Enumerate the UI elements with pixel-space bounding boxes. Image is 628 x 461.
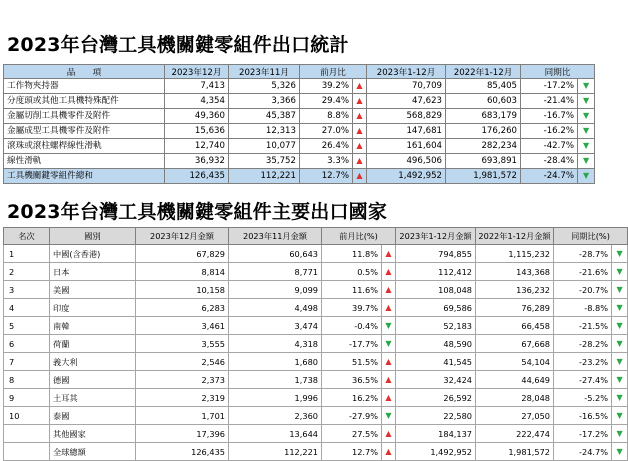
ytd2022-value: 1,981,572 — [446, 169, 521, 184]
rank-value: 10 — [4, 407, 50, 425]
country-name: 義大利 — [50, 353, 136, 371]
ytd2022-value: 44,649 — [476, 371, 554, 389]
header-ytd2023: 2023年1-12月金額 — [396, 228, 476, 245]
header-nov2023: 2023年11月金額 — [229, 228, 322, 245]
ytd2022-value: 176,260 — [446, 124, 521, 139]
dec-value: 12,740 — [165, 139, 229, 154]
ytd2022-value: 67,668 — [476, 335, 554, 353]
mom-arrow-cell — [382, 425, 396, 443]
mom-arrow-cell — [382, 443, 396, 461]
mom-arrow-cell — [353, 124, 367, 139]
arrow-up-icon: ▲ — [385, 447, 392, 456]
nov-value: 112,221 — [229, 169, 300, 184]
mom-arrow-cell — [382, 245, 396, 263]
mom-value: 11.6% — [322, 281, 382, 299]
mom-arrow-cell — [382, 299, 396, 317]
arrow-up-icon: ▲ — [385, 285, 392, 294]
nov-value: 45,387 — [229, 109, 300, 124]
arrow-down-icon: ▼ — [616, 285, 623, 294]
arrow-down-icon: ▼ — [582, 171, 590, 180]
header-nov2023: 2023年11月 — [229, 65, 300, 79]
ytd2023-value: 496,506 — [367, 154, 446, 169]
mom-value: 16.2% — [322, 389, 382, 407]
mom-arrow-cell — [382, 389, 396, 407]
table-row — [4, 353, 628, 371]
ytd2023-value: 41,545 — [396, 353, 476, 371]
yoy-value: -16.2% — [521, 124, 578, 139]
ytd2023-value: 70,709 — [367, 79, 446, 94]
dec-value: 126,435 — [136, 443, 229, 461]
table-row — [4, 94, 595, 109]
mom-value: 26.4% — [300, 139, 353, 154]
nov-value: 10,077 — [229, 139, 300, 154]
rank-value — [4, 443, 50, 461]
ytd2022-value: 85,405 — [446, 79, 521, 94]
arrow-down-icon: ▼ — [616, 429, 623, 438]
mom-value: 51.5% — [322, 353, 382, 371]
ytd2023-value: 48,590 — [396, 335, 476, 353]
yoy-value: -17.2% — [554, 425, 612, 443]
rank-value: 5 — [4, 317, 50, 335]
yoy-arrow-cell — [612, 245, 628, 263]
country-name: 泰國 — [50, 407, 136, 425]
arrow-down-icon: ▼ — [616, 375, 623, 384]
arrow-up-icon: ▲ — [385, 375, 392, 384]
header-yoy: 同期比 — [521, 65, 595, 79]
dec-value: 8,814 — [136, 263, 229, 281]
item-name: 工作物夾持器 — [4, 79, 165, 94]
header-rank: 名次 — [4, 228, 50, 245]
arrow-down-icon: ▼ — [582, 141, 590, 150]
table-row — [4, 109, 595, 124]
mom-arrow-cell — [353, 109, 367, 124]
yoy-value: -28.7% — [554, 245, 612, 263]
country-name: 日本 — [50, 263, 136, 281]
arrow-down-icon: ▼ — [616, 357, 623, 366]
dec-value: 2,546 — [136, 353, 229, 371]
mom-arrow-cell — [382, 281, 396, 299]
arrow-down-icon: ▼ — [582, 156, 590, 165]
header-mom: 前月比(%) — [322, 228, 396, 245]
mom-value: 11.8% — [322, 245, 382, 263]
yoy-value: -27.4% — [554, 371, 612, 389]
ytd2023-value: 108,048 — [396, 281, 476, 299]
yoy-value: -42.7% — [521, 139, 578, 154]
arrow-down-icon: ▼ — [616, 339, 623, 348]
ytd2022-value: 54,104 — [476, 353, 554, 371]
ytd2023-value: 184,137 — [396, 425, 476, 443]
dec-value: 49,360 — [165, 109, 229, 124]
dec-value: 126,435 — [165, 169, 229, 184]
mom-value: 12.7% — [322, 443, 382, 461]
mom-arrow-cell — [382, 353, 396, 371]
table-row — [4, 79, 595, 94]
table-row — [4, 317, 628, 335]
table-row — [4, 245, 628, 263]
mom-value: -27.9% — [322, 407, 382, 425]
arrow-down-icon: ▼ — [385, 321, 392, 330]
table-row — [4, 425, 628, 443]
yoy-value: -16.5% — [554, 407, 612, 425]
country-name: 南韓 — [50, 317, 136, 335]
table-row — [4, 407, 628, 425]
item-name: 工具機關鍵零組件總和 — [4, 169, 165, 184]
mom-value: 36.5% — [322, 371, 382, 389]
table-total-row — [4, 169, 595, 184]
table2-title: 2023年台灣工具機關鍵零組件主要出口國家 — [7, 201, 388, 223]
dec-value: 4,354 — [165, 94, 229, 109]
table-row — [4, 299, 628, 317]
ytd2023-value: 32,424 — [396, 371, 476, 389]
ytd2022-value: 60,603 — [446, 94, 521, 109]
item-name: 滾珠或滾柱螺桿線性滑軌 — [4, 139, 165, 154]
arrow-down-icon: ▼ — [616, 249, 623, 258]
yoy-arrow-cell — [578, 79, 595, 94]
header-item: 品 項 — [4, 65, 165, 79]
yoy-arrow-cell — [578, 124, 595, 139]
arrow-down-icon: ▼ — [582, 111, 590, 120]
ytd2023-value: 147,681 — [367, 124, 446, 139]
nov-value: 4,498 — [229, 299, 322, 317]
country-name: 德國 — [50, 371, 136, 389]
rank-value — [4, 425, 50, 443]
ytd2022-value: 683,179 — [446, 109, 521, 124]
ytd2023-value: 794,855 — [396, 245, 476, 263]
mom-arrow-cell — [382, 263, 396, 281]
yoy-arrow-cell — [612, 353, 628, 371]
dec-value: 1,701 — [136, 407, 229, 425]
yoy-arrow-cell — [578, 94, 595, 109]
yoy-arrow-cell — [578, 139, 595, 154]
arrow-down-icon: ▼ — [616, 447, 623, 456]
yoy-arrow-cell — [612, 317, 628, 335]
yoy-value: -28.2% — [554, 335, 612, 353]
arrow-down-icon: ▼ — [385, 411, 392, 420]
yoy-arrow-cell — [612, 371, 628, 389]
country-name: 中國(含香港) — [50, 245, 136, 263]
header-dec2023: 2023年12月金額 — [136, 228, 229, 245]
arrow-down-icon: ▼ — [582, 96, 590, 105]
nov-value: 5,326 — [229, 79, 300, 94]
table-row — [4, 139, 595, 154]
arrow-down-icon: ▼ — [616, 393, 623, 402]
ytd2023-value: 1,492,952 — [367, 169, 446, 184]
yoy-arrow-cell — [612, 425, 628, 443]
yoy-value: -23.2% — [554, 353, 612, 371]
yoy-arrow-cell — [612, 281, 628, 299]
mom-value: -17.7% — [322, 335, 382, 353]
table2-header-row — [4, 228, 628, 245]
nov-value: 9,099 — [229, 281, 322, 299]
yoy-arrow-cell — [578, 154, 595, 169]
item-name: 線性滑軌 — [4, 154, 165, 169]
rank-value: 7 — [4, 353, 50, 371]
nov-value: 2,360 — [229, 407, 322, 425]
arrow-down-icon: ▼ — [582, 81, 590, 90]
rank-value: 4 — [4, 299, 50, 317]
country-name: 土耳其 — [50, 389, 136, 407]
dec-value: 15,636 — [165, 124, 229, 139]
yoy-arrow-cell — [612, 389, 628, 407]
table-row — [4, 263, 628, 281]
yoy-value: -16.7% — [521, 109, 578, 124]
yoy-arrow-cell — [578, 109, 595, 124]
table-row — [4, 154, 595, 169]
arrow-up-icon: ▲ — [385, 267, 392, 276]
mom-arrow-cell — [353, 79, 367, 94]
ytd2022-value: 27,050 — [476, 407, 554, 425]
arrow-up-icon: ▲ — [385, 393, 392, 402]
dec-value: 10,158 — [136, 281, 229, 299]
table1-title: 2023年台灣工具機關鍵零組件出口統計 — [7, 34, 349, 56]
ytd2022-value: 693,891 — [446, 154, 521, 169]
ytd2022-value: 1,981,572 — [476, 443, 554, 461]
arrow-up-icon: ▲ — [356, 171, 363, 180]
ytd2023-value: 52,183 — [396, 317, 476, 335]
header-ytd2023: 2023年1-12月 — [367, 65, 446, 79]
nov-value: 3,366 — [229, 94, 300, 109]
yoy-arrow-cell — [612, 335, 628, 353]
yoy-arrow-cell — [612, 299, 628, 317]
mom-value: 39.2% — [300, 79, 353, 94]
mom-arrow-cell — [382, 335, 396, 353]
yoy-value: -21.6% — [554, 263, 612, 281]
mom-value: 27.0% — [300, 124, 353, 139]
ytd2022-value: 222,474 — [476, 425, 554, 443]
dec-value: 17,396 — [136, 425, 229, 443]
yoy-arrow-cell — [612, 263, 628, 281]
nov-value: 13,644 — [229, 425, 322, 443]
ytd2022-value: 1,115,232 — [476, 245, 554, 263]
yoy-value: -24.7% — [554, 443, 612, 461]
dec-value: 67,829 — [136, 245, 229, 263]
yoy-arrow-cell — [578, 169, 595, 184]
ytd2022-value: 282,234 — [446, 139, 521, 154]
header-ytd2022: 2022年1-12月金額 — [476, 228, 554, 245]
nov-value: 1,738 — [229, 371, 322, 389]
yoy-value: -20.7% — [554, 281, 612, 299]
nov-value: 12,313 — [229, 124, 300, 139]
yoy-value: -28.4% — [521, 154, 578, 169]
nov-value: 8,771 — [229, 263, 322, 281]
ytd2023-value: 69,586 — [396, 299, 476, 317]
nov-value: 60,643 — [229, 245, 322, 263]
arrow-up-icon: ▲ — [356, 111, 363, 120]
ytd2022-value: 76,289 — [476, 299, 554, 317]
rank-value: 8 — [4, 371, 50, 389]
ytd2022-value: 143,368 — [476, 263, 554, 281]
arrow-down-icon: ▼ — [616, 303, 623, 312]
ytd2022-value: 66,458 — [476, 317, 554, 335]
dec-value: 36,932 — [165, 154, 229, 169]
ytd2023-value: 112,412 — [396, 263, 476, 281]
arrow-up-icon: ▲ — [356, 96, 363, 105]
table-row — [4, 281, 628, 299]
mom-value: -0.4% — [322, 317, 382, 335]
table-row — [4, 335, 628, 353]
mom-arrow-cell — [353, 154, 367, 169]
arrow-up-icon: ▲ — [385, 429, 392, 438]
mom-arrow-cell — [353, 169, 367, 184]
arrow-down-icon: ▼ — [582, 126, 590, 135]
mom-arrow-cell — [382, 317, 396, 335]
mom-value: 29.4% — [300, 94, 353, 109]
nov-value: 3,474 — [229, 317, 322, 335]
nov-value: 112,221 — [229, 443, 322, 461]
ytd2022-value: 136,232 — [476, 281, 554, 299]
country-name: 荷蘭 — [50, 335, 136, 353]
ytd2023-value: 26,592 — [396, 389, 476, 407]
table-row — [4, 389, 628, 407]
rank-value: 3 — [4, 281, 50, 299]
yoy-value: -21.4% — [521, 94, 578, 109]
arrow-down-icon: ▼ — [616, 411, 623, 420]
nov-value: 1,680 — [229, 353, 322, 371]
mom-arrow-cell — [353, 94, 367, 109]
arrow-down-icon: ▼ — [616, 267, 623, 276]
dec-value: 2,319 — [136, 389, 229, 407]
country-name: 其他國家 — [50, 425, 136, 443]
dec-value: 6,283 — [136, 299, 229, 317]
yoy-value: -24.7% — [521, 169, 578, 184]
table1-header-row — [4, 65, 595, 79]
table-row — [4, 371, 628, 389]
table-row — [4, 124, 595, 139]
yoy-value: -8.8% — [554, 299, 612, 317]
arrow-up-icon: ▲ — [385, 357, 392, 366]
arrow-up-icon: ▲ — [356, 141, 363, 150]
ytd2023-value: 1,492,952 — [396, 443, 476, 461]
mom-value: 3.3% — [300, 154, 353, 169]
yoy-value: -21.5% — [554, 317, 612, 335]
mom-value: 0.5% — [322, 263, 382, 281]
nov-value: 4,318 — [229, 335, 322, 353]
mom-value: 12.7% — [300, 169, 353, 184]
ytd2023-value: 22,580 — [396, 407, 476, 425]
yoy-arrow-cell — [612, 407, 628, 425]
mom-value: 8.8% — [300, 109, 353, 124]
header-country: 國別 — [50, 228, 136, 245]
arrow-up-icon: ▲ — [385, 303, 392, 312]
header-ytd2022: 2022年1-12月 — [446, 65, 521, 79]
yoy-arrow-cell — [612, 443, 628, 461]
yoy-value: -5.2% — [554, 389, 612, 407]
arrow-up-icon: ▲ — [385, 249, 392, 258]
arrow-up-icon: ▲ — [356, 126, 363, 135]
mom-value: 39.7% — [322, 299, 382, 317]
mom-arrow-cell — [382, 407, 396, 425]
item-name: 金屬成型工具機零件及附件 — [4, 124, 165, 139]
mom-value: 27.5% — [322, 425, 382, 443]
country-name: 美國 — [50, 281, 136, 299]
item-name: 分度頭或其他工具機特殊配件 — [4, 94, 165, 109]
country-name: 全球總額 — [50, 443, 136, 461]
header-dec2023: 2023年12月 — [165, 65, 229, 79]
nov-value: 35,752 — [229, 154, 300, 169]
ytd2023-value: 47,623 — [367, 94, 446, 109]
export-stats-table — [3, 64, 595, 184]
header-mom: 前月比 — [300, 65, 367, 79]
rank-value: 9 — [4, 389, 50, 407]
rank-value: 6 — [4, 335, 50, 353]
arrow-down-icon: ▼ — [616, 321, 623, 330]
header-yoy: 同期比(%) — [554, 228, 628, 245]
arrow-up-icon: ▲ — [356, 156, 363, 165]
mom-arrow-cell — [382, 371, 396, 389]
ytd2022-value: 28,048 — [476, 389, 554, 407]
dec-value: 2,373 — [136, 371, 229, 389]
arrow-down-icon: ▼ — [385, 339, 392, 348]
country-name: 印度 — [50, 299, 136, 317]
mom-arrow-cell — [353, 139, 367, 154]
dec-value: 7,413 — [165, 79, 229, 94]
ytd2023-value: 161,604 — [367, 139, 446, 154]
dec-value: 3,555 — [136, 335, 229, 353]
rank-value: 2 — [4, 263, 50, 281]
export-country-table — [3, 227, 628, 461]
table-row — [4, 443, 628, 461]
rank-value: 1 — [4, 245, 50, 263]
yoy-value: -17.2% — [521, 79, 578, 94]
ytd2023-value: 568,829 — [367, 109, 446, 124]
nov-value: 1,996 — [229, 389, 322, 407]
dec-value: 3,461 — [136, 317, 229, 335]
arrow-up-icon: ▲ — [356, 81, 363, 90]
item-name: 金屬切削工具機零件及附件 — [4, 109, 165, 124]
